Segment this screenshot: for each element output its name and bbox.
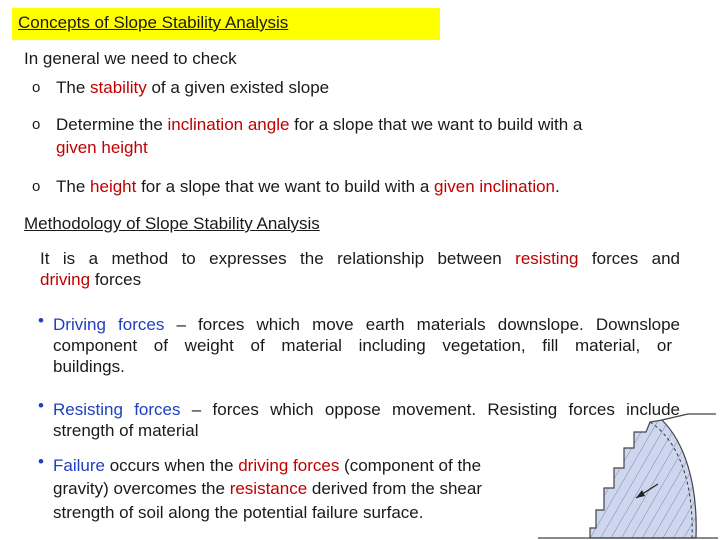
bullet-failure-line3: strength of soil along the potential failure surface. (53, 503, 424, 522)
check-item-inclination-line2: given height (56, 138, 148, 157)
check-item-height: The height for a slope that we want to build with a given inclination. (56, 177, 560, 196)
bullet-resisting-forces: Resisting forces – forces which oppose movement. Resisting forces include strength of material (53, 400, 680, 440)
intro-text: In general we need to check (24, 49, 237, 68)
circle-bullet-icon: o (32, 79, 41, 96)
bullet-failure-line2: gravity) overcomes the resistance derived from the shear (53, 479, 482, 498)
slope-failure-diagram-icon (538, 412, 718, 540)
circle-bullet-icon: o (32, 116, 41, 133)
bullet-driving-forces: Driving forces – forces which move earth materials downslope. Downslope component of weight of material including vegetation, fill material, or buildings. (53, 315, 680, 376)
page-title: Concepts of Slope Stability Analysis (18, 13, 289, 32)
methodology-title: Methodology of Slope Stability Analysis (24, 214, 320, 233)
dot-bullet-icon: • (38, 396, 44, 415)
dot-bullet-icon: • (38, 452, 44, 471)
check-item-stability: The stability of a given existed slope (56, 78, 330, 97)
bullet-failure-line1: Failure occurs when the driving forces (component of the (53, 456, 482, 475)
circle-bullet-icon: o (32, 178, 41, 195)
check-item-inclination: Determine the inclination angle for a slope that we want to build with a (56, 115, 583, 134)
methodology-text: It is a method to expresses the relationship between resisting forces and driving forces (40, 249, 680, 289)
dot-bullet-icon: • (38, 311, 44, 330)
